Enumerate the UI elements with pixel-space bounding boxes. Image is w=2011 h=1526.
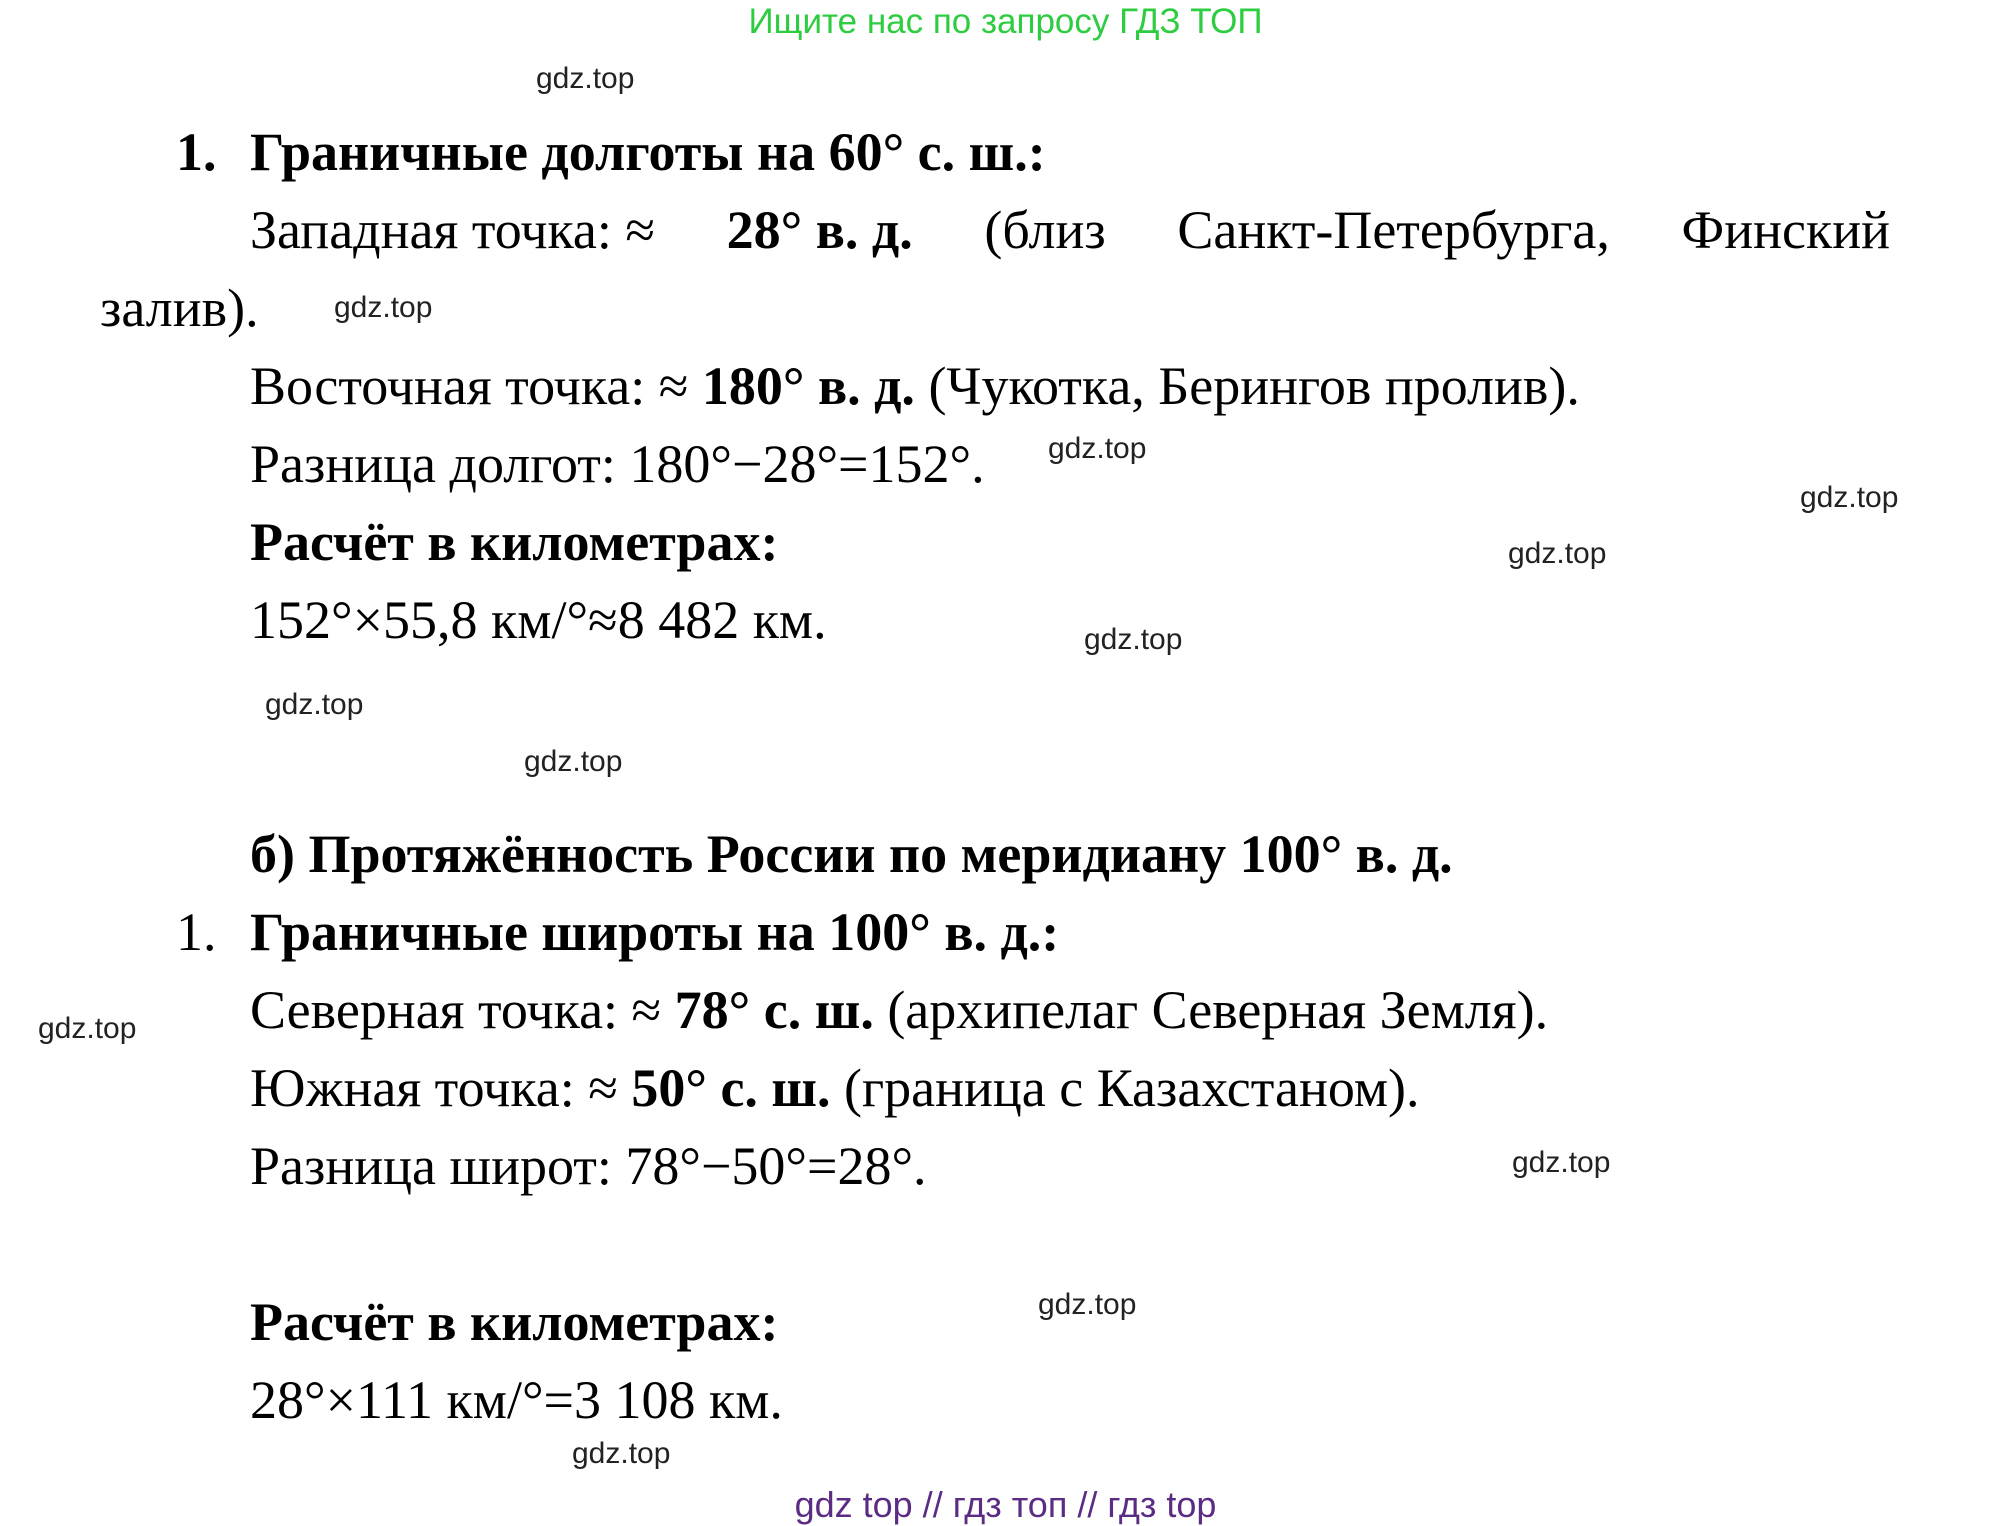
west-note-word-2: Санкт-Петербурга, xyxy=(1177,200,1610,260)
east-value: 180° в. д. xyxy=(701,356,915,416)
section-b-heading: б) Протяжённость России по меридиану 100° в. д. xyxy=(250,824,1453,884)
watermark: gdz.top xyxy=(38,1012,137,1045)
west-note-continued: залив). xyxy=(100,278,259,338)
west-value: 28° в. д. xyxy=(726,200,913,260)
watermark: gdz.top xyxy=(536,62,635,95)
item-number-b: 1. xyxy=(176,902,217,962)
calc-title-b: Расчёт в километрах: xyxy=(250,1292,779,1352)
calc-result-a: 152°×55,8 км/°≈8 482 км. xyxy=(250,590,827,650)
watermark: gdz.top xyxy=(265,688,364,721)
south-label: Южная точка: ≈ xyxy=(250,1058,618,1118)
west-point-line xyxy=(250,198,1890,262)
watermark: gdz.top xyxy=(334,291,433,324)
watermark: gdz.top xyxy=(572,1437,671,1470)
watermark: gdz.top xyxy=(1084,623,1183,656)
watermark: gdz.top xyxy=(524,745,623,778)
west-label: Западная точка: ≈ xyxy=(250,200,656,260)
calc-result-b: 28°×111 км/°=3 108 км. xyxy=(250,1370,783,1430)
north-note: (архипелаг Северная Земля). xyxy=(887,980,1549,1040)
east-label: Восточная точка: ≈ xyxy=(250,356,689,416)
watermark: gdz.top xyxy=(1048,432,1147,465)
east-point-line xyxy=(250,354,1580,418)
item-title-b: Граничные широты на 100° в. д.: xyxy=(250,902,1060,962)
item-title-a: Граничные долготы на 60° с. ш.: xyxy=(250,122,1046,182)
west-note-word-3: Финский xyxy=(1681,200,1890,260)
footer-links: gdz top // гдз топ // гдз top xyxy=(794,1484,1217,1525)
south-note: (граница с Казахстаном). xyxy=(844,1058,1420,1118)
search-banner: Ищите нас по запросу ГДЗ ТОП xyxy=(748,2,1263,41)
watermark: gdz.top xyxy=(1038,1288,1137,1321)
watermark: gdz.top xyxy=(1512,1146,1611,1179)
calc-title-a: Расчёт в километрах: xyxy=(250,512,779,572)
north-point-line xyxy=(250,978,1548,1042)
item-number-a: 1. xyxy=(176,122,217,182)
watermark: gdz.top xyxy=(1800,481,1899,514)
longitude-difference: Разница долгот: 180°−28°=152°. xyxy=(250,434,985,494)
east-note: (Чукотка, Берингов пролив). xyxy=(928,356,1580,416)
latitude-difference: Разница широт: 78°−50°=28°. xyxy=(250,1136,927,1196)
south-point-line xyxy=(250,1056,1419,1120)
north-label: Северная точка: ≈ xyxy=(250,980,662,1040)
south-value: 50° с. ш. xyxy=(631,1058,831,1118)
north-value: 78° с. ш. xyxy=(674,980,874,1040)
west-note-word-1: (близ xyxy=(984,200,1106,260)
watermark: gdz.top xyxy=(1508,537,1607,570)
